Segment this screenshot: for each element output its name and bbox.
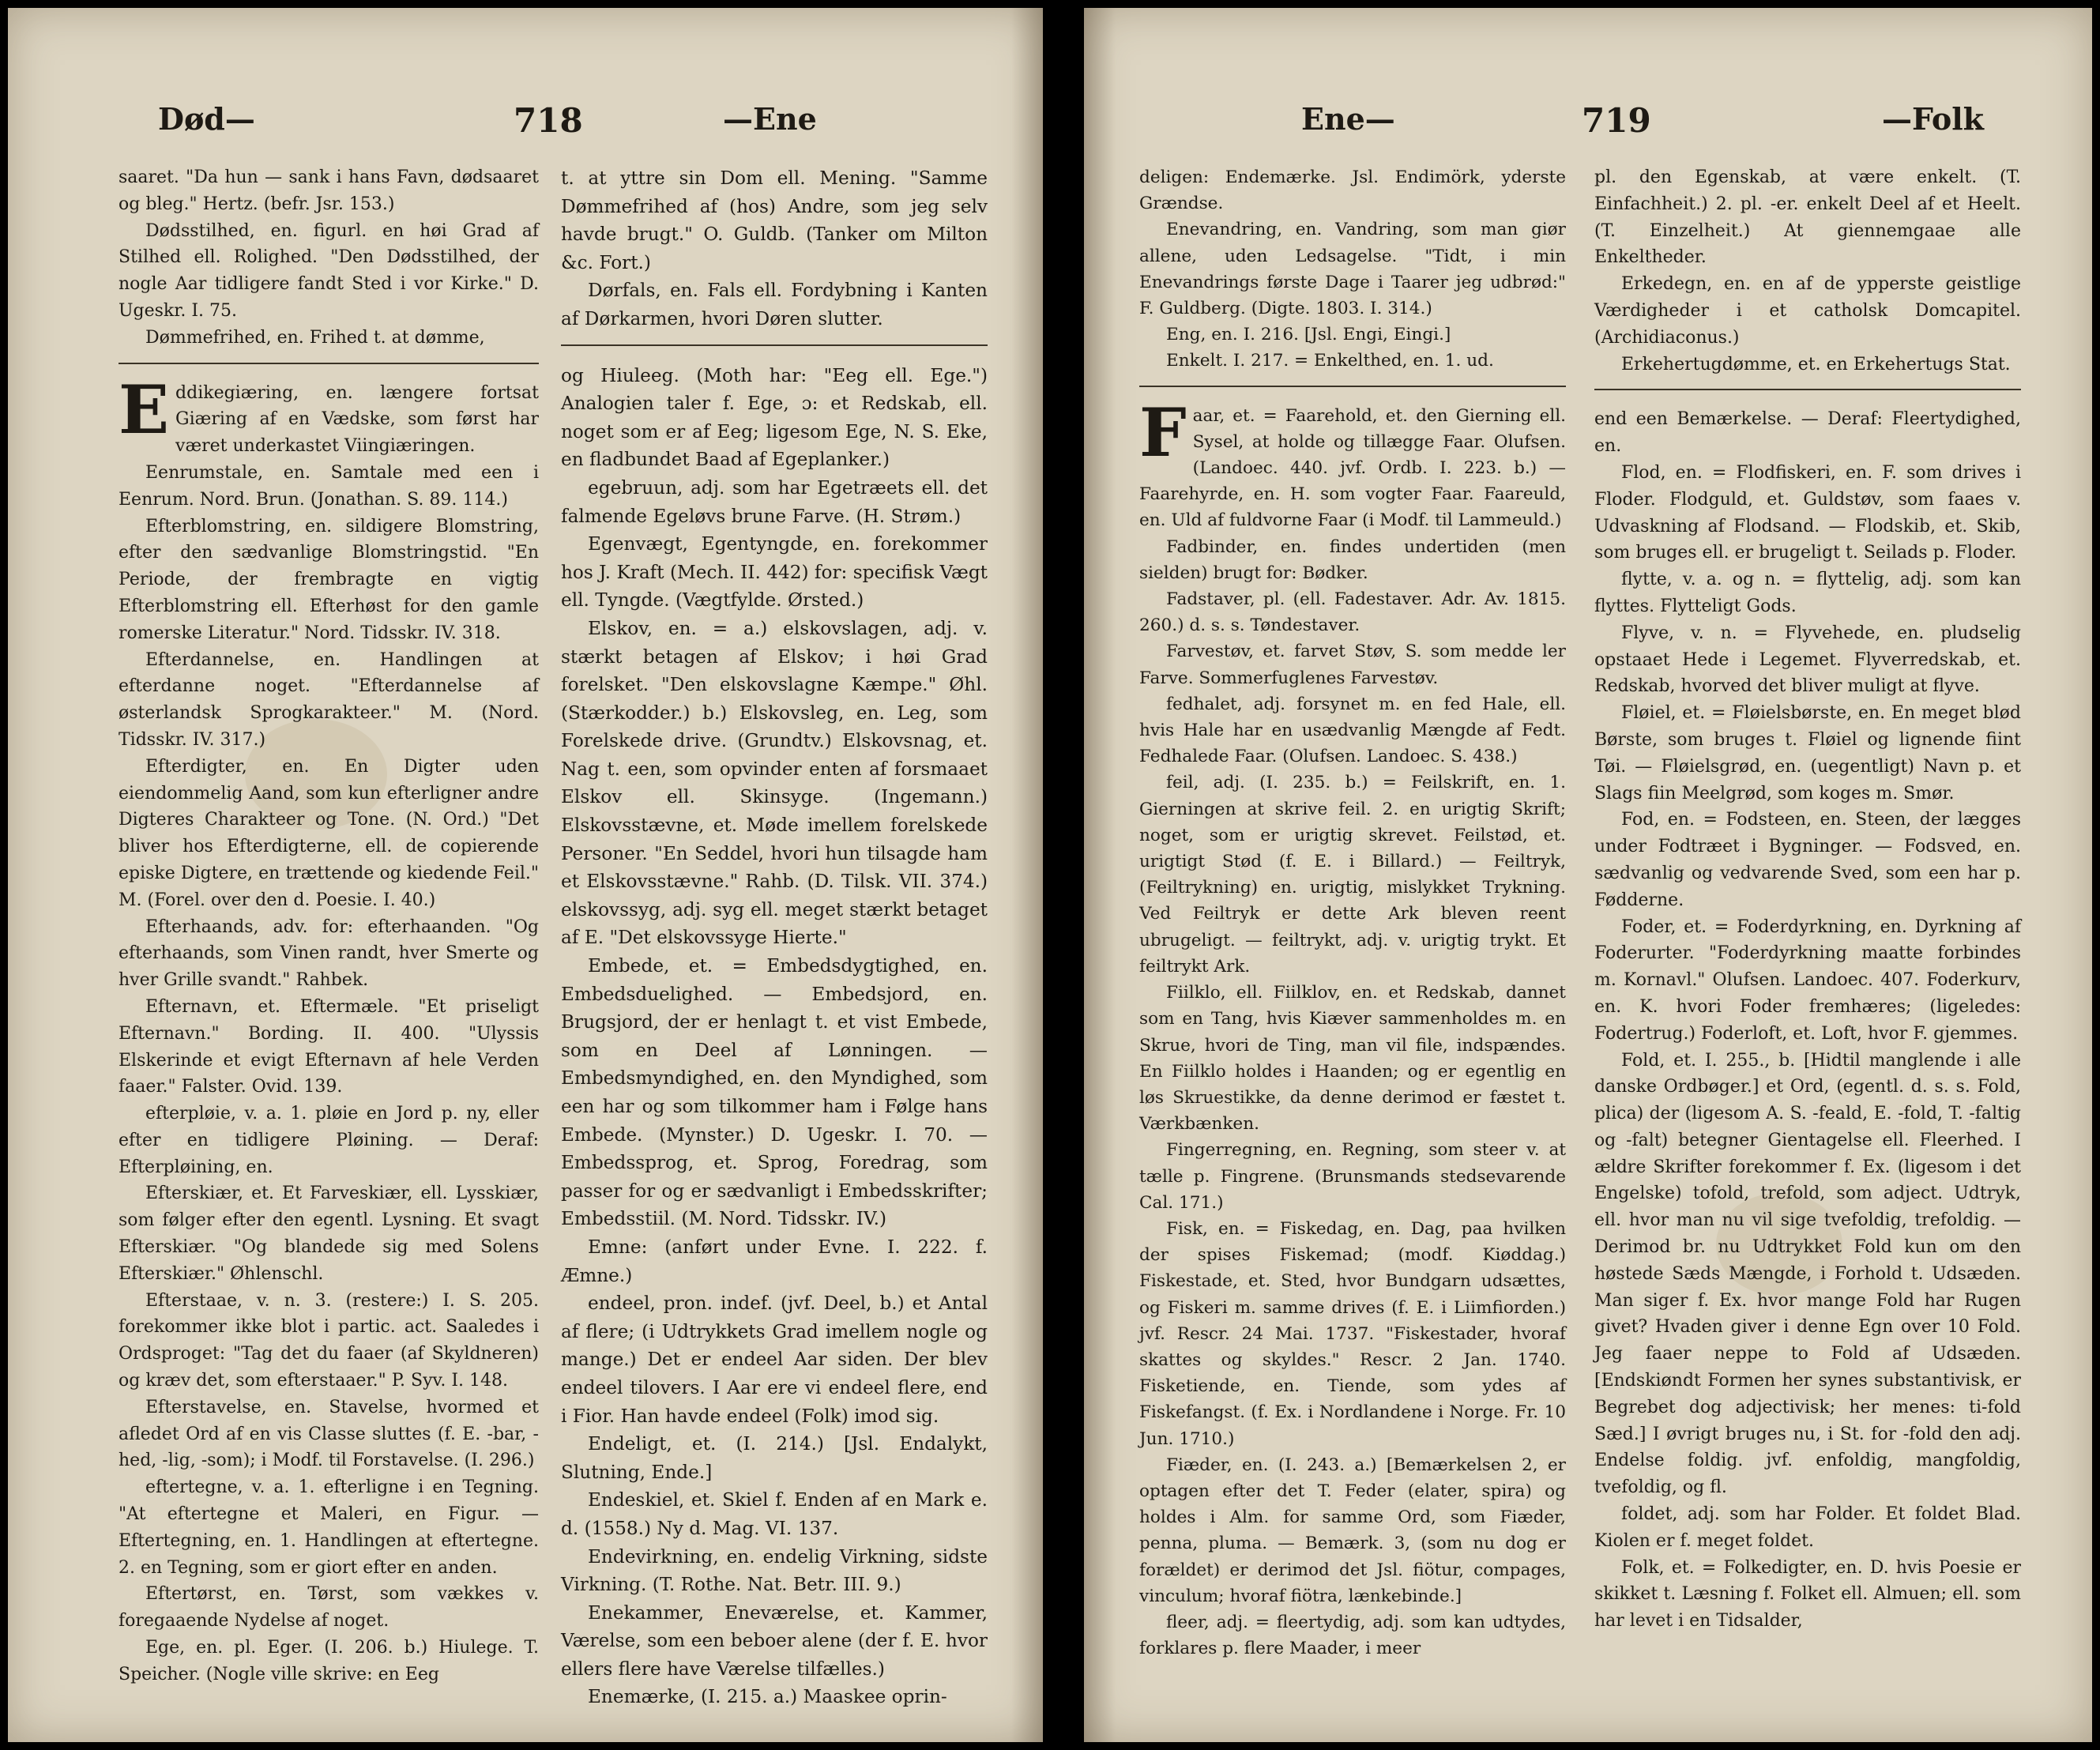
dictionary-entry (119, 647, 539, 754)
entry-text: aar, et. = Faarehold, et. den Gierning ell. Sysel, at holde og tillægge Faar. Olufsen. (Landoec. 440. jvf. Ordb. I. 223. b.) — Faarehyrde, en. H. som vogter Faar. Faareuld, en. Uld af fuldvorne Faar (i Modf. til Lammeuld.) (1139, 405, 1566, 531)
dictionary-entry (1139, 586, 1566, 638)
dictionary-entry (1594, 352, 2021, 378)
dictionary-entry (119, 1581, 539, 1635)
dictionary-entry (1139, 1452, 1566, 1609)
entry-text: Emne: (anført under Evne. I. 222. f. Æmne.) (561, 1236, 988, 1286)
entry-text: Flod, en. = Flodfiskeri, en. F. som drives i Floder. Flodguld, et. Guldstøv, som faaes v. Udvaskning af Flodsand. — Flodskib, et. Skib, som bruges ell. er brugeligt t. Seilads p. Floder. (1594, 462, 2021, 563)
dictionary-entry (1139, 164, 1566, 216)
entry-text: Efterstavelse, en. Stavelse, hvormed et afledet Ord af en vis Classe sluttes (f. E. -bar, -hed, -lig, -som); i Modf. til Forstavelse. (I. 296.) (119, 1397, 539, 1471)
entry-text: Fingerregning, en. Regning, som steer v. at tælle p. Fingrene. (Brunsmands stedsevarende Cal. 171.) (1139, 1140, 1566, 1213)
entry-text: Eenrumstale, en. Samtale med een i Eenrum. Nord. Brun. (Jonathan. S. 89. 114.) (119, 462, 539, 510)
dictionary-entry (1139, 638, 1566, 691)
dictionary-entry (561, 615, 988, 952)
dictionary-entry (1594, 406, 2021, 460)
entry-text: Efterdannelse, en. Handlingen at efterdanne noget. "Efterdannelse af østerlandsk Sprogkarakteer." M. (Nord. Tidsskr. IV. 317.) (119, 649, 539, 750)
entry-text: fedhalet, adj. forsynet m. en fed Hale, ell. hvis Hale har en usædvanlig Mængde af Fedt. Fedhalede Faar. (Olufsen. Landoec. S. 438.) (1139, 694, 1566, 767)
entry-text: Efterskiær, et. Et Farveskiær, ell. Lysskiær, som følger efter den egentl. Lysning. Et svagt Efterskiær. "Og blandede sig med Solens Efterskiær." Øhlenschl. (119, 1184, 539, 1284)
dictionary-entry (119, 1101, 539, 1180)
running-head-right: —Ene (723, 101, 817, 137)
dictionary-entry (561, 1683, 988, 1711)
text-column-1 (1139, 164, 1566, 1710)
entry-text: Endeligt, et. (I. 214.) [Jsl. Endalykt, Slutning, Ende.] (561, 1433, 988, 1483)
dictionary-entry (1594, 1555, 2021, 1635)
entry-text: Eng, en. I. 216. [Jsl. Engi, Eingi.] (1166, 325, 1451, 345)
entry-text: Fisk, en. = Fiskedag, en. Dag, paa hvilken der spises Fiskemad; (modf. Kiøddag.) Fiskestade, et. Sted, hvor Bundgarn udsættes, og Fiskeri m. samme drives (f. E. i Liimfiorden.) jvf. Rescr. 24 Mai. 1737. "Fiskestader, hvoraf skattes og skyldes." Rescr. 2 Jan. 1740. Fisketiende, en. Tiende, som ydes af Fiskefangst. (f. Ex. i Nordlandene i Norge. Fr. 10 Jun. 1710.) (1139, 1218, 1566, 1449)
dictionary-entry (1594, 460, 2021, 566)
dictionary-entry (1594, 271, 2021, 351)
entry-text: Farvestøv, et. farvet Støv, S. som medde ler Farve. Sommerfuglenes Farvestøv. (1139, 642, 1566, 688)
dictionary-entry (1594, 164, 2021, 271)
running-head (1084, 101, 2092, 149)
dictionary-entry (119, 754, 539, 914)
running-head-right: —Folk (1882, 101, 1985, 137)
dictionary-entry (1139, 980, 1566, 1137)
entry-text: Enekammer, Eneværelse, et. Kammer, Værelse, som een beboer alene (der f. E. hvor ellers flere have Værelse tilfælles.) (561, 1601, 988, 1680)
entry-text: Efterstaae, v. n. 3. (restere:) I. S. 205. forekommer ikke blot i partic. act. Saaledes i Ordsproget: "Tag det du faaer (af Skyldneren) og kræv det, som efterstaaer." P. Syv. I. 148. (119, 1290, 539, 1391)
running-head-left: Ene— (1301, 101, 1395, 137)
entry-text: og Hiuleeg. (Moth har: "Eeg ell. Ege.") Analogien taler f. Ege, ɔ: et Redskab, ell. noget som er af Eeg; ligesom Ege, N. S. Eke, en fladbundet Baad af Egeplanker.) (561, 364, 988, 471)
dictionary-entry (119, 325, 539, 352)
entry-text: Fadstaver, pl. (ell. Fadestaver. Adr. Av. 1815. 260.) d. s. s. Tøndestaver. (1139, 589, 1566, 636)
dictionary-entry (1594, 620, 2021, 700)
entry-text: Elskov, en. = a.) elskovslagen, adj. v. stærkt betagen af Elskov; i høi Grad forelsket. "Den elskovslagne Kæmpe." Øhl. (Stærkodder.) b.) Elskovsleg, en. Leg, som Forelskede drive. (Grundtv.) Elskovsnag, et. Nag t. een, som opvinder enten af forsmaaet Elskov ell. Skinsyge. (Ingemann.) Elskovsstævne, et. Møde imellem forelskede Personer. "En Seddel, hvori hun tilsagde ham et Elskovsstævne." Rahb. (D. Tilsk. VII. 374.) elskovssyg, adj. syg ell. meget stærkt betaget af E. "Det elskovssyge Hierte." (561, 617, 988, 949)
dictionary-entry (561, 1599, 988, 1684)
entry-text: feil, adj. (I. 235. b.) = Feilskrift, en. 1. Gierningen at skrive feil. 2. en urigtig Skrift; noget, som er urigtig skrevet. Feilstød, et. urigtigt Stød (f. E. i Billard.) — Feiltryk, (Feiltrykning) en. urigtig, mislykket Trykning. Ved Feiltryk er dette Ark bleven reent ubrugeligt. — feiltrykt, adj. v. urigtig trykt. Et feiltrykt Ark. (1139, 773, 1566, 977)
dictionary-entry (1139, 348, 1566, 374)
dictionary-entry (1139, 322, 1566, 348)
entry-text: Foder, et. = Foderdyrkning, en. Dyrkning af Foderurter. "Foderdyrkning maatte forbindes m. Kornavl." Olufsen. Landoec. 407. Foderkurv, en. K. hvori Foder fremhæres; (ligeledes: Fodertrug.) Foderloft, et. Loft, hvor F. gjemmes. (1594, 916, 2021, 1044)
dictionary-entry (119, 460, 539, 514)
dictionary-entry (119, 514, 539, 647)
dictionary-entry (561, 1233, 988, 1289)
dictionary-entry (561, 1430, 988, 1486)
dictionary-entry (1594, 566, 2021, 620)
dictionary-entry (1594, 914, 2021, 1048)
dictionary-entry (1139, 216, 1566, 322)
entry-text: fleer, adj. = fleertydig, adj. som kan udtydes, forklares p. flere Maader, i meer (1139, 1612, 1566, 1659)
entry-text: Efterhaands, adv. for: efterhaanden. "Og efterhaands, som Vinen randt, hver Smerte og hver Grille svandt." Rahbek. (119, 916, 539, 991)
dictionary-entry (119, 164, 539, 218)
drop-cap: F (1139, 393, 1187, 472)
dictionary-entry (119, 1474, 539, 1581)
running-head-left: Død— (158, 101, 255, 137)
dictionary-entry (119, 370, 539, 460)
section-rule (561, 344, 988, 346)
dictionary-entry (1139, 691, 1566, 770)
entry-text: Fod, en. = Fodsteen, en. Steen, der lægges under Fodtræet i Bygninger. — Fodsved, en. sædvanlig og vedvarende Sved, som een har p. Fødderne. (1594, 810, 2021, 910)
dictionary-entry (119, 1635, 539, 1688)
entry-text: flytte, v. a. og n. = flyttelig, adj. som kan flyttes. Flytteligt Gods. (1594, 570, 2021, 616)
entry-text: Dømmefrihed, en. Frihed t. at dømme, (145, 327, 485, 348)
entry-text: Flyve, v. n. = Flyvehede, en. pludselig opstaaet Hede i Legemet. Flyverredskab, et. Redskab, hvorved det bliver muligt at flyve. (1594, 623, 2021, 697)
entry-text: Eftertørst, en. Tørst, som vækkes v. foregaaende Nydelse af noget. (119, 1584, 539, 1631)
entry-text: Fadbinder, en. findes undertiden (men sielden) brugt for: Bødker. (1139, 536, 1566, 583)
dictionary-entry (119, 218, 539, 325)
left-page (8, 8, 1043, 1742)
entry-text: Ege, en. pl. Eger. (I. 206. b.) Hiulege. T. Speicher. (Nogle ville skrive: en Eeg (119, 1638, 539, 1684)
dictionary-entry (1139, 1216, 1566, 1452)
section-rule (1594, 389, 2021, 390)
entry-text: efterpløie, v. a. 1. pløie en Jord p. ny, eller efter en tidligere Pløining. — Deraf: Efterpløining, en. (119, 1104, 539, 1177)
entry-text: deligen: Endemærke. Jsl. Endimörk, yderste Grændse. (1139, 167, 1566, 214)
dictionary-entry (119, 1180, 539, 1287)
dictionary-entry (561, 530, 988, 615)
dictionary-entry (1139, 770, 1566, 980)
dictionary-entry (561, 164, 988, 277)
entry-text: Fløiel, et. = Fløielsbørste, en. En meget blød Børste, som bruges t. Fløiel og lignende fiint Tøi. — Fløielsgrød, en. (uegentligt) Navn p. et Slags fiin Meelgrød, som koges m. Smør. (1594, 703, 2021, 803)
entry-text: Enkelt. I. 217. = Enkelthed, en. 1. ud. (1166, 351, 1494, 371)
entry-text: t. at yttre sin Dom ell. Mening. "Samme Dømmefrihed af (hos) Andre, som jeg selv havde brugt." O. Guldb. (Tanker om Milton &c. Fort.) (561, 167, 988, 273)
section-rule (1139, 386, 1566, 387)
dictionary-entry (561, 277, 988, 333)
entry-text: Erkehertugdømme, et. en Erkehertugs Stat. (1621, 354, 2011, 374)
dictionary-entry (1594, 1048, 2021, 1502)
text-column-2 (1594, 164, 2021, 1710)
running-head (8, 101, 1043, 149)
dictionary-entry (561, 474, 988, 530)
entry-text: end een Bemærkelse. — Deraf: Fleertydighed, en. (1594, 409, 2021, 457)
dictionary-entry (1139, 393, 1566, 534)
entry-text: egebruun, adj. som har Egetræets ell. det falmende Egeløvs brune Farve. (H. Strøm.) (561, 476, 988, 527)
entry-text: eftertegne, v. a. 1. efterligne i en Tegning. "At eftertegne et Maleri, en Figur. — Eftertegning, en. 1. Handlingen at eftertegne. 2. en Tegning, som er giort efter en anden. (119, 1477, 539, 1578)
dictionary-entry (1594, 1501, 2021, 1555)
entry-text: Folk, et. = Folkedigter, en. D. hvis Poesie er skikket t. Læsning f. Folket ell. Almuen; ell. som har levet i en Tidsalder, (1594, 1557, 2021, 1631)
entry-text: Fiæder, en. (I. 243. a.) [Bemærkelsen 2, er optagen efter det T. Feder (elater, spira) og holdes i Alm. for samme Ord, som Fiæder, penna, pluma. — Bemærk. 3, (som nu dog er forældet) er derimod det Jsl. fiötur, compages, vinculum; hvoraf fiötra, lænkebinde.] (1139, 1455, 1566, 1606)
entry-text: endeel, pron. indef. (jvf. Deel, b.) et Antal af flere; (i Udtrykkets Grad imellem nogle og mange.) Det er endeel Aar siden. Der blev endeel tilovers. I Aar ere vi endeel flere, end i Fior. Han havde endeel (Folk) imod sig. (561, 1293, 988, 1427)
dictionary-entry (561, 1289, 988, 1430)
entry-text: Enemærke, (I. 215. a.) Maaskee oprin- (588, 1686, 947, 1708)
entry-text: Erkedegn, en. en af de ypperste geistlige Værdigheder i et catholsk Domcapitel. (Archidiaconus.) (1594, 274, 2021, 348)
entry-text: ddikegiæring, en. længere fortsat Giæring af en Vædske, som først har været underkastet Viingiæringen. (175, 382, 539, 457)
text-column-1 (119, 164, 539, 1710)
dictionary-entry (561, 952, 988, 1233)
dictionary-entry (1594, 700, 2021, 807)
entry-text: Embede, et. = Embedsdygtighed, en. Embedsduelighed. — Embedsjord, en. Brugsjord, der er henlagt t. et vist Embede, som en Deel af Lønningen. — Embedsmyndighed, en. den Myndighed, som een har og som tilkommer ham i Følge hans Embede. (Mynster.) D. Ugeskr. I. 70. — Embedssprog, et. Sprog, Foredrag, som passer for og er sædvanligt i Embedsskrifter; Embedsstiil. (M. Nord. Tidsskr. IV.) (561, 955, 988, 1230)
dictionary-entry (561, 362, 988, 474)
dictionary-entry (1139, 1609, 1566, 1662)
entry-text: pl. den Egenskab, at være enkelt. (T. Einfachheit.) 2. pl. -er. enkelt Deel af et Heelt. (T. Einzelheit.) At giennemgaae alle Enkeltheder. (1594, 167, 2021, 268)
drop-cap: E (119, 370, 170, 449)
section-rule (119, 363, 539, 364)
entry-text: Fold, et. I. 255., b. [Hidtil manglende i alle danske Ordbøger.] et Ord, (egentl. d. s. s. Fold, plica) der (ligesom A. S. -feald, E. -fold, T. -faltig og -falt) betegner Gientagelse ell. Fleerhed. I ældre Skrifter forekommer f. Ex. (ligesom i det Engelske) tofold, trefold, som adject. Udtryk, ell. hvor man nu vil sige tvefoldig, trefoldig. — Derimod br. nu Udtrykket Fold kun om den høstede Sæds Mængde, i Forhold t. Udsæden. Man siger f. Ex. hvor mange Fold har Rugen givet? Hvaden giver i denne Egn over 10 Fold. Jeg faaer neppe to Fold af Udsæden. [Endskiøndt Formen her synes substantivisk, er Begrebet dog adjectivisk; her menes: ti-fold Sæd.] I øvrigt bruges nu, i St. for -fold den adj. Endelse foldig. jvf. enfoldig, mangfoldig, tvefoldig, og fl. (1594, 1050, 2021, 1498)
dictionary-entry (1139, 534, 1566, 586)
right-page (1084, 8, 2092, 1742)
entry-text: Egenvægt, Egentyngde, en. forekommer hos J. Kraft (Mech. II. 442) for: specifisk Vægt ell. Tyngde. (Vægtfylde. Ørsted.) (561, 533, 988, 612)
dictionary-entry (1594, 807, 2021, 913)
entry-text: foldet, adj. som har Folder. Et foldet Blad. Kiolen er f. meget foldet. (1594, 1504, 2021, 1551)
gutter-shadow (1011, 8, 1043, 1742)
page-number: 718 (514, 101, 583, 140)
dictionary-entry (119, 994, 539, 1101)
dictionary-entry (119, 1288, 539, 1394)
dictionary-entry (561, 1543, 988, 1599)
page-number: 719 (1582, 101, 1651, 140)
gutter-shadow (1084, 8, 1116, 1742)
entry-text: Endeskiel, et. Skiel f. Enden af en Mark e. d. (1558.) Ny d. Mag. VI. 137. (561, 1489, 988, 1539)
text-column-2 (561, 164, 988, 1710)
entry-text: Dørfals, en. Fals ell. Fordybning i Kanten af Dørkarmen, hvori Døren slutter. (561, 280, 988, 329)
dictionary-entry (561, 1486, 988, 1542)
entry-text: Efternavn, et. Eftermæle. "Et priseligt Efternavn." Bording. II. 400. "Ulyssis Elskerinde et evigt Efternavn af hele Verden faaer." Falster. Ovid. 139. (119, 996, 539, 1097)
entry-text: Enevandring, en. Vandring, som man giør allene, uden Ledsagelse. "Tidt, i min Enevandrings første Dage i Taarer jeg udbrød:" F. Guldberg. (Digte. 1803. I. 314.) (1139, 220, 1566, 319)
entry-text: Fiilklo, ell. Fiilklov, en. et Redskab, dannet som en Tang, hvis Kiæver sammenholdes m. en Skrue, hvori de Ting, man vil file, indspændes. En Fiilklo holdes i Haanden; og er egentlig en løs Skruestikke, da denne derimod er fæstet t. Værkbænken. (1139, 983, 1566, 1135)
dictionary-entry (119, 914, 539, 994)
entry-text: Efterblomstring, en. sildigere Blomstring, efter den sædvanlige Blomstringstid. "En Periode, der frembragte en vigtig Efterblomstring ell. Efterhøst for den gamle romerske Literatur." Nord. Tidsskr. IV. 318. (119, 516, 539, 643)
entry-text: Efterdigter, en. En Digter uden eiendommelig Aand, som kun efterligner andre Digteres Charakteer og Tone. (N. Ord.) "Det bliver hos Efterdigterne, ell. de copierende episke Digtere, en trættende og kiedende Feil." M. (Forel. over den d. Poesie. I. 40.) (119, 756, 539, 910)
entry-text: saaret. "Da hun — sank i hans Favn, dødsaaret og bleg." Hertz. (befr. Jsr. 153.) (119, 167, 539, 214)
entry-text: Endevirkning, en. endelig Virkning, sidste Virkning. (T. Rothe. Nat. Betr. III. 9.) (561, 1545, 988, 1596)
dictionary-entry (1139, 1137, 1566, 1216)
dictionary-entry (119, 1394, 539, 1474)
entry-text: Dødsstilhed, en. figurl. en høi Grad af Stilhed ell. Rolighed. "Den Dødsstilhed, der nogle Aar tidligere fandt Sted i vor Kirke." D. Ugeskr. I. 75. (119, 220, 539, 321)
